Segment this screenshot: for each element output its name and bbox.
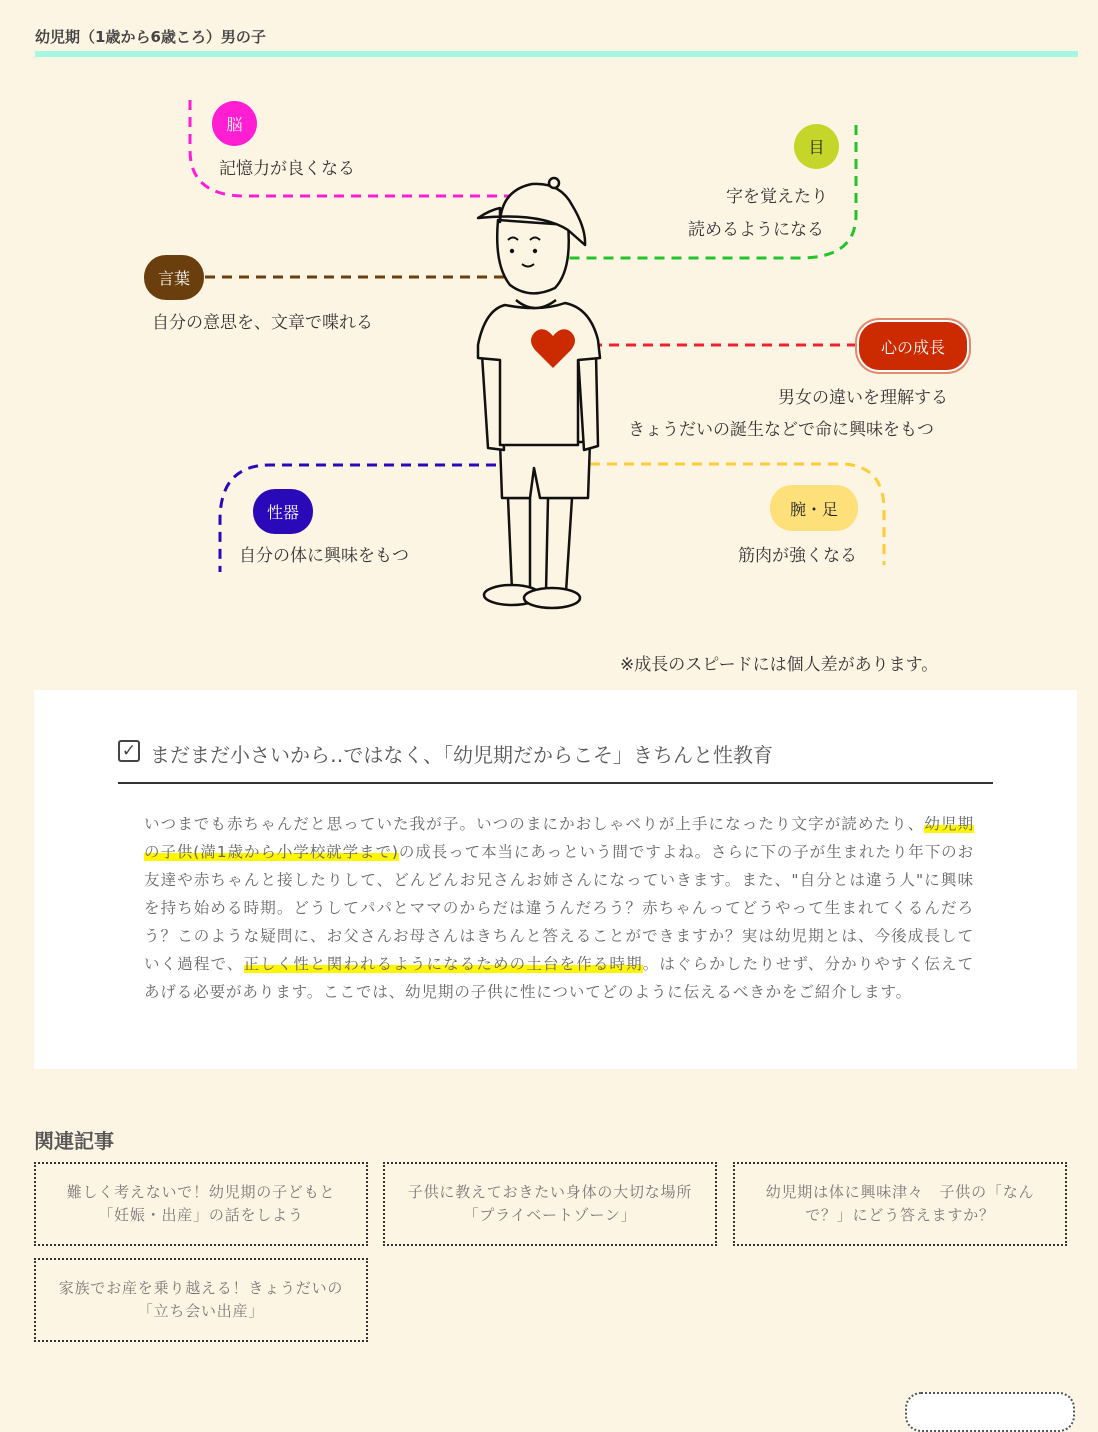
- intro-heading-row: [118, 740, 993, 784]
- heart-text-1: 男女の違いを理解する: [778, 388, 948, 408]
- growth-speed-note: ※成長のスピードには個人差があります。: [620, 655, 939, 675]
- words-text: 自分の意思を、文章で喋れる: [152, 313, 373, 333]
- intro-heading: まだまだ小さいから‥ではなく、「幼児期だからこそ」きちんと性教育: [150, 743, 773, 767]
- page-top-button[interactable]: [905, 1392, 1075, 1432]
- brain-text: 記憶力が良くなる: [219, 159, 355, 179]
- genitals-badge: 性器: [253, 489, 313, 534]
- related-articles-title: 関連記事: [34, 1129, 114, 1153]
- related-article-link[interactable]: 子供に教えておきたい身体の大切な場所「プライベートゾーン」: [383, 1162, 717, 1246]
- heart-growth-badge: 心の成長: [857, 320, 969, 372]
- related-article-link[interactable]: 幼児期は体に興味津々 子供の「なんで？」にどう答えますか？: [733, 1162, 1067, 1246]
- genitals-text: 自分の体に興味をもつ: [239, 546, 409, 566]
- intro-text: 。はぐらかしたりせず、分かりやすく伝えてあげる必要があります。ここでは、幼児期の子供に性についてどのように伝えるべきかをご紹介します。: [144, 955, 974, 1001]
- intro-paragraph: [144, 810, 974, 1006]
- heart-text-2: きょうだいの誕生などで命に興味をもつ: [628, 420, 934, 440]
- intro-text: いつまでも赤ちゃんだと思っていた我が子。いつのまにかおしゃべりが上手になったり文字が読めたり、: [144, 815, 925, 833]
- checkbox-icon: ✓: [118, 740, 140, 762]
- section-title: 幼児期（1歳から6歳ころ）男の子: [35, 28, 266, 46]
- intro-box: [34, 690, 1077, 1069]
- words-badge: 言葉: [144, 255, 204, 300]
- eyes-badge: 目: [794, 124, 839, 169]
- limbs-badge: 腕・足: [770, 485, 858, 531]
- intro-highlight: 幼児期の子供(満1歳から小学校就学まで): [144, 815, 974, 861]
- related-article-link[interactable]: 家族でお産を乗り越える！きょうだいの「立ち会い出産」: [34, 1258, 368, 1342]
- limbs-text: 筋肉が強くなる: [738, 546, 857, 566]
- related-article-link[interactable]: 難しく考えないで！幼児期の子どもと「妊娠・出産」の話をしよう: [34, 1162, 368, 1246]
- growth-illustration: [0, 0, 1098, 690]
- brain-badge: 脳: [212, 101, 257, 146]
- intro-text: の成長って本当にあっという間ですよね。さらに下の子が生まれたり年下のお友達や赤ちゃんと接したりして、どんどんお兄さんお姉さんになっていきます。また、"自分とは違う人"に興味を持ち始める時期。どうしてパパとママのからだは違うんだろう？赤ちゃんってどうやって生まれてくるんだろう？このような疑問に、お父さんお母さんはきちんと答えることができますか？実は幼児期とは、今後成長していく過程で、: [144, 843, 974, 973]
- eyes-text-1: 字を覚えたり: [726, 187, 828, 207]
- intro-highlight: 正しく性と関われるようになるための土台を作る時期: [243, 955, 643, 973]
- eyes-text-2: 読めるようになる: [688, 220, 824, 240]
